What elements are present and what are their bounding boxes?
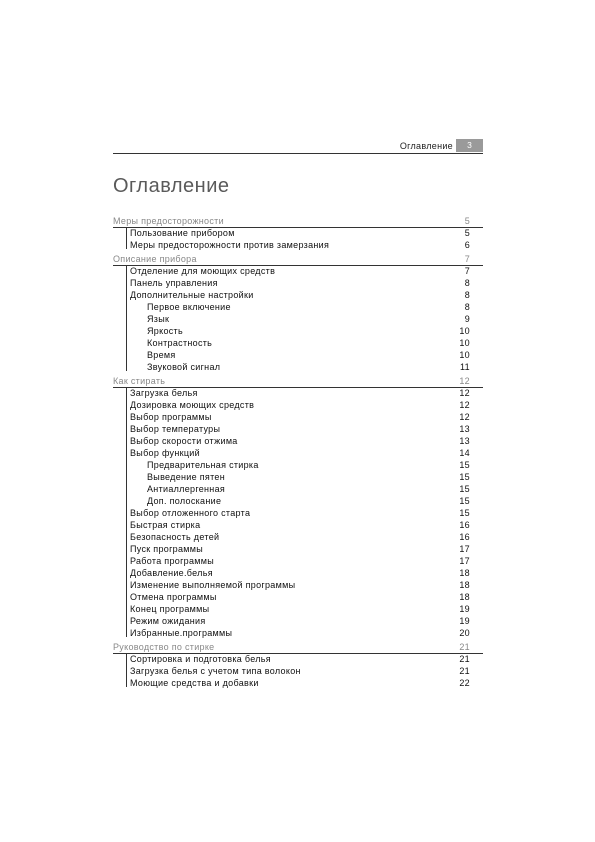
toc-entry-page: 15 xyxy=(459,496,470,506)
toc-entry-page: 14 xyxy=(459,448,470,458)
toc-section-heading[interactable] xyxy=(113,641,470,653)
toc-entry[interactable] xyxy=(113,591,470,603)
toc-entry-label: Выбор отложенного старта xyxy=(130,508,251,518)
toc-section-items xyxy=(113,387,470,639)
toc-entry-page: 21 xyxy=(459,654,470,664)
toc-section-items xyxy=(113,227,470,251)
toc-entry-label: Отмена программы xyxy=(130,592,217,602)
page-number-badge: 3 xyxy=(456,139,483,152)
toc-entry[interactable] xyxy=(113,227,470,239)
toc-entry[interactable] xyxy=(113,337,470,349)
toc-entry[interactable] xyxy=(113,677,470,689)
toc-entry-label: Конец программы xyxy=(130,604,210,614)
toc-entry-label: Безопасность детей xyxy=(130,532,220,542)
toc-entry[interactable] xyxy=(113,471,470,483)
toc-entry[interactable] xyxy=(113,567,470,579)
toc-entry-page: 19 xyxy=(459,616,470,626)
toc-section-page: 7 xyxy=(464,254,470,264)
toc-section-heading[interactable] xyxy=(113,253,470,265)
toc-entry-label: Выбор программы xyxy=(130,412,212,422)
toc-entry-page: 12 xyxy=(459,400,470,410)
toc-entry[interactable] xyxy=(113,555,470,567)
toc-entry-label: Режим ожидания xyxy=(130,616,206,626)
toc-entry[interactable] xyxy=(113,387,470,399)
toc-section-title: Руководство по стирке xyxy=(113,642,215,652)
toc-entry-page: 18 xyxy=(459,592,470,602)
toc-entry[interactable] xyxy=(113,665,470,677)
toc-entry-label: Панель управления xyxy=(130,278,218,288)
toc-entry[interactable] xyxy=(113,495,470,507)
toc-entry-label: Быстрая стирка xyxy=(130,520,201,530)
toc-entry-page: 10 xyxy=(459,338,470,348)
toc-section-page: 21 xyxy=(459,642,470,652)
toc-entry[interactable] xyxy=(113,301,470,313)
page-title: Оглавление xyxy=(113,175,230,197)
toc-entry[interactable] xyxy=(113,289,470,301)
toc-entry-label: Антиаллергенная xyxy=(147,484,226,494)
toc-entry-page: 8 xyxy=(464,290,470,300)
toc-section-items xyxy=(113,265,470,373)
toc-section-title: Меры предосторожности xyxy=(113,216,224,226)
toc-section-page: 12 xyxy=(459,376,470,386)
toc-entry-page: 12 xyxy=(459,388,470,398)
toc-entry-label: Выведение пятен xyxy=(147,472,225,482)
toc-section-title: Описание прибора xyxy=(113,254,197,264)
page-header xyxy=(113,139,483,155)
toc-entry-page: 17 xyxy=(459,556,470,566)
toc-entry-label: Время xyxy=(147,350,176,360)
toc-entry-page: 22 xyxy=(459,678,470,688)
toc-entry[interactable] xyxy=(113,435,470,447)
toc-section-heading[interactable] xyxy=(113,215,470,227)
toc-entry[interactable] xyxy=(113,277,470,289)
toc-section-heading[interactable] xyxy=(113,375,470,387)
toc-entry-page: 11 xyxy=(460,362,470,372)
toc-entry-label: Сортировка и подготовка белья xyxy=(130,654,271,664)
toc-entry-page: 21 xyxy=(459,666,470,676)
toc-entry-label: Изменение выполняемой программы xyxy=(130,580,296,590)
toc-section-title: Как стирать xyxy=(113,376,166,386)
toc-entry[interactable] xyxy=(113,615,470,627)
toc-entry-label: Выбор функций xyxy=(130,448,200,458)
toc-entry-page: 8 xyxy=(464,278,470,288)
toc-entry-label: Пуск программы xyxy=(130,544,204,554)
toc-entry-label: Доп. полоскание xyxy=(147,496,222,506)
toc-entry[interactable] xyxy=(113,627,470,639)
toc-entry[interactable] xyxy=(113,265,470,277)
toc-entry-label: Пользование прибором xyxy=(130,228,235,238)
header-title: Оглавление xyxy=(399,141,453,151)
toc-entry-page: 16 xyxy=(459,532,470,542)
toc-entry-label: Загрузка белья с учетом типа волокон xyxy=(130,666,301,676)
toc-entry[interactable] xyxy=(113,483,470,495)
toc-entry[interactable] xyxy=(113,543,470,555)
toc-entry-label: Звуковой сигнал xyxy=(147,362,221,372)
toc-entry-page: 6 xyxy=(464,240,470,250)
toc-entry[interactable] xyxy=(113,325,470,337)
toc-entry-label: Работа программы xyxy=(130,556,215,566)
toc-entry-page: 15 xyxy=(459,460,470,470)
toc-entry[interactable] xyxy=(113,239,470,251)
toc-entry[interactable] xyxy=(113,349,470,361)
toc-entry-label: Избранные.программы xyxy=(130,628,233,638)
toc-entry-page: 13 xyxy=(459,424,470,434)
toc-section-items xyxy=(113,653,470,689)
toc-entry-page: 5 xyxy=(464,228,470,238)
toc-entry-label: Выбор скорости отжима xyxy=(130,436,238,446)
toc-entry[interactable] xyxy=(113,399,470,411)
toc-entry-label: Контрастность xyxy=(147,338,213,348)
toc-entry[interactable] xyxy=(113,459,470,471)
toc-entry-label: Первое включение xyxy=(147,302,231,312)
toc-entry-page: 8 xyxy=(464,302,470,312)
table-of-contents xyxy=(113,213,470,689)
toc-entry[interactable] xyxy=(113,653,470,665)
toc-entry[interactable] xyxy=(113,531,470,543)
toc-entry-label: Предварительная стирка xyxy=(147,460,259,470)
toc-entry-label: Выбор температуры xyxy=(130,424,221,434)
toc-entry-page: 13 xyxy=(459,436,470,446)
toc-entry-page: 15 xyxy=(459,484,470,494)
toc-entry[interactable] xyxy=(113,447,470,459)
toc-entry-label: Яркость xyxy=(147,326,183,336)
toc-entry-page: 18 xyxy=(459,568,470,578)
toc-entry-label: Меры предосторожности против замерзания xyxy=(130,240,330,250)
toc-entry-page: 10 xyxy=(459,350,470,360)
toc-entry-label: Дозировка моющих средств xyxy=(130,400,255,410)
toc-entry[interactable] xyxy=(113,313,470,325)
toc-entry-page: 16 xyxy=(459,520,470,530)
toc-entry-label: Загрузка белья xyxy=(130,388,198,398)
toc-entry-page: 17 xyxy=(459,544,470,554)
toc-entry-page: 15 xyxy=(459,508,470,518)
toc-entry[interactable] xyxy=(113,519,470,531)
toc-entry-page: 10 xyxy=(459,326,470,336)
toc-entry[interactable] xyxy=(113,603,470,615)
toc-entry[interactable] xyxy=(113,411,470,423)
header-rule xyxy=(113,153,483,154)
toc-entry-label: Отделение для моющих средств xyxy=(130,266,276,276)
toc-entry[interactable] xyxy=(113,507,470,519)
toc-entry-page: 20 xyxy=(459,628,470,638)
toc-entry-page: 19 xyxy=(459,604,470,614)
toc-entry[interactable] xyxy=(113,579,470,591)
toc-entry-page: 12 xyxy=(459,412,470,422)
toc-entry-page: 9 xyxy=(464,314,470,324)
toc-entry-page: 15 xyxy=(459,472,470,482)
toc-entry[interactable] xyxy=(113,423,470,435)
toc-entry-label: Добавление.белья xyxy=(130,568,213,578)
toc-entry-page: 7 xyxy=(464,266,470,276)
toc-entry-label: Дополнительные настройки xyxy=(130,290,254,300)
toc-entry-page: 18 xyxy=(459,580,470,590)
toc-section-page: 5 xyxy=(464,216,470,226)
toc-entry-label: Язык xyxy=(147,314,170,324)
toc-entry-label: Моющие средства и добавки xyxy=(130,678,259,688)
toc-entry[interactable] xyxy=(113,361,470,373)
